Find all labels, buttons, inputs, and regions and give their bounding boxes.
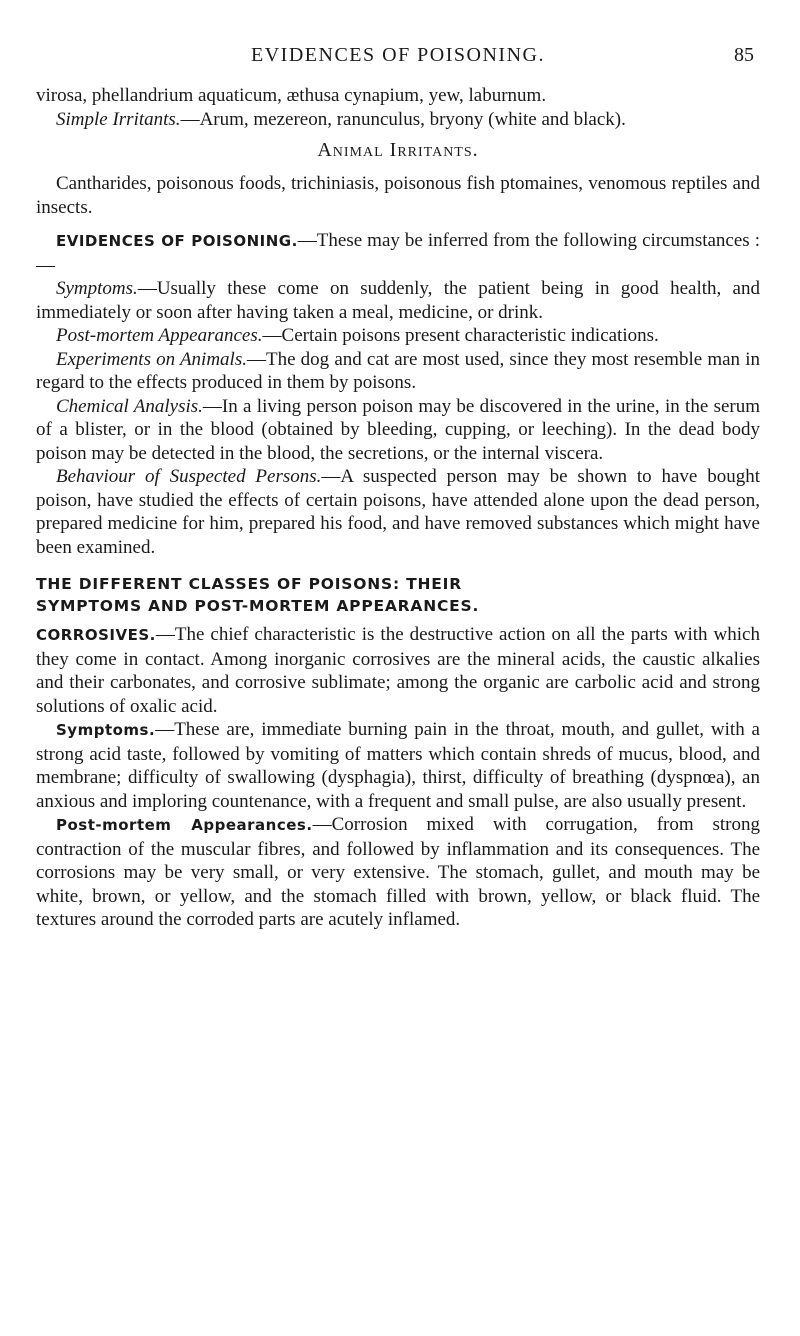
plant-list-continued [36, 84, 760, 108]
corrosives-symptoms [36, 718, 760, 813]
evidence-behaviour-text: —A suspected person may be shown to have bought poison, have studied the effects of certain poisons, have attended alone upon the dead person, prepared medicine for him, prepared his food, and have removed substances which might have been examined. [36, 466, 760, 558]
corrosives-symptoms-label: Symptoms. [56, 721, 156, 739]
evidences-intro-text: —These may be inferred from the following circumstances :— [36, 230, 760, 276]
animal-irritants-heading: Animal Irritants. [317, 139, 479, 161]
simple-irritants-label: Simple Irritants. [56, 108, 181, 130]
corrosives-postmortem [36, 813, 760, 932]
evidence-experiments-text: —The dog and cat are most used, since they most resemble man in regard to the effects produced in them by poisons. [36, 348, 760, 393]
evidence-postmortem [36, 324, 760, 348]
evidence-chemical-text: —In a living person poison may be discovered in the urine, in the serum of a blister, or in the blood (obtained by bleeding, cupping, or leeching). In the dead body poison may be detected in the blood, the secretions, or the internal viscera. [36, 395, 760, 464]
continued-text: virosa, phellandrium aquaticum, æthusa cynapium, yew, laburnum. [36, 85, 547, 106]
simple-irritants-paragraph [36, 108, 760, 132]
classes-heading-line2: SYMPTOMS AND POST-MORTEM APPEARANCES. [36, 597, 480, 615]
evidence-postmortem-text: —Certain poisons present characteristic indications. [262, 325, 659, 346]
corrosives-postmortem-text: —Corrosion mixed with corrugation, from strong contraction of the muscular fibres, and followed by inflammation and its consequences. The corrosions may be very small, or very extensive. The stomach, gullet, and mouth may be white, brown, or yellow, and the stomach filled with brown, yellow, or black fluid. The textures around the corroded parts are acutely inflamed. [36, 814, 761, 930]
running-head: EVIDENCES OF POISONING. [251, 44, 545, 66]
corrosives-paragraph [36, 623, 760, 718]
evidence-symptoms-label: Symptoms. [56, 278, 138, 299]
corrosives-postmortem-label: Post-mortem Appearances. [56, 816, 313, 834]
evidence-behaviour-label: Behaviour of Suspected Persons. [56, 466, 322, 487]
simple-irritants-text: —Arum, mezereon, ranunculus, bryony (white and black). [180, 108, 626, 130]
evidence-experiments [36, 348, 760, 395]
evidences-heading: EVIDENCES OF POISONING. [56, 232, 298, 250]
page-number: 85 [734, 44, 754, 66]
evidence-postmortem-label: Post-mortem Appearances. [56, 325, 263, 346]
page-header [36, 0, 760, 84]
evidence-experiments-label: Experiments on Animals. [56, 348, 247, 370]
classes-heading [36, 573, 760, 617]
evidences-paragraph [36, 229, 760, 277]
evidence-symptoms-text: —Usually these come on suddenly, the patient being in good health, and immediately or soon after having taken a meal, medicine, or drink. [36, 278, 760, 323]
animal-irritants-paragraph: Cantharides, poisonous foods, trichiniasis, poisonous fish ptomaines, venomous reptiles and insects. [36, 173, 760, 218]
corrosives-text: —The chief characteristic is the destructive action on all the parts with which they come in contact. Among inorganic corrosives are the mineral acids, the caustic alkalies and their carbonates, and corrosive sublimate; among the organic are carbolic acid and strong solutions of oxalic acid. [36, 624, 760, 717]
evidence-behaviour [36, 465, 760, 559]
corrosives-symptoms-text: —These are, immediate burning pain in the throat, mouth, and gullet, with a strong acid taste, followed by vomiting of matters which contain shreds of mucus, blood, and membrane; difficulty of swallowing (dysphagia), thirst, difficulty of breathing (dyspnœa), an anxious and imploring countenance, with a frequent and small pulse, are also usually present. [36, 719, 760, 812]
evidence-symptoms [36, 277, 760, 324]
classes-heading-line1: THE DIFFERENT CLASSES OF POISONS: THEIR [36, 575, 462, 593]
evidence-chemical [36, 395, 760, 466]
corrosives-label: CORROSIVES. [36, 626, 156, 644]
evidence-chemical-label: Chemical Analysis. [56, 395, 203, 417]
